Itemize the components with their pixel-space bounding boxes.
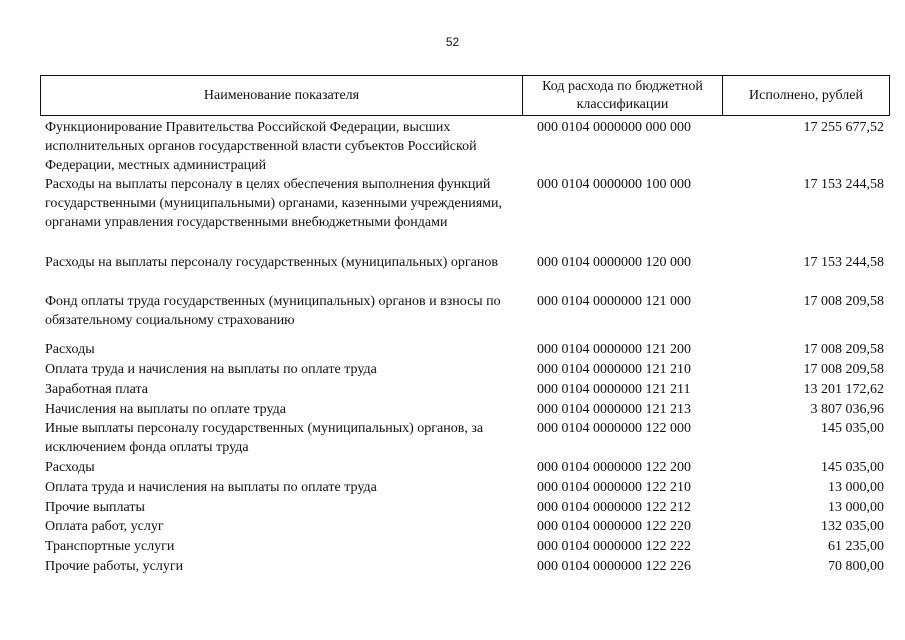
row-code: 000 0104 0000000 122 220 xyxy=(537,519,691,534)
row-code: 000 0104 0000000 121 211 xyxy=(537,382,691,397)
table-body xyxy=(40,118,890,577)
row-value: 132 035,00 xyxy=(821,519,884,534)
row-value: 17 008 209,58 xyxy=(803,362,884,377)
table-row xyxy=(40,118,890,175)
table-row xyxy=(40,292,890,340)
row-name: Прочие выплаты xyxy=(45,500,145,515)
table-row xyxy=(40,360,890,380)
row-value: 3 807 036,96 xyxy=(810,402,884,417)
table-row xyxy=(40,340,890,360)
row-code: 000 0104 0000000 121 213 xyxy=(537,402,691,417)
row-code: 000 0104 0000000 100 000 xyxy=(537,177,691,192)
row-name: Фонд оплаты труда государственных (муниципальных) органов и взносы по обязательному социальному страхованию xyxy=(45,294,501,328)
page-number: 52 xyxy=(445,35,460,49)
row-name: Функционирование Правительства Российской Федерации, высших исполнительных органов государственной власти субъектов Российской Федерации, местных администраций xyxy=(45,120,477,173)
row-value: 13 201 172,62 xyxy=(803,382,884,397)
table-row xyxy=(40,537,890,557)
row-name: Прочие работы, услуги xyxy=(45,559,184,574)
row-value: 17 153 244,58 xyxy=(803,255,884,270)
row-code: 000 0104 0000000 000 000 xyxy=(537,120,691,135)
table-row xyxy=(40,478,890,498)
header-name: Наименование показателя xyxy=(41,76,523,115)
row-name: Оплата труда и начисления на выплаты по оплате труда xyxy=(45,362,377,377)
row-name: Оплата труда и начисления на выплаты по оплате труда xyxy=(45,480,377,495)
row-name: Иные выплаты персоналу государственных (муниципальных) органов, за исключением фонда оплаты труда xyxy=(45,421,484,455)
row-code: 000 0104 0000000 121 200 xyxy=(537,342,691,357)
header-value: Исполнено, рублей xyxy=(749,87,863,103)
row-code: 000 0104 0000000 121 210 xyxy=(537,362,691,377)
row-value: 17 153 244,58 xyxy=(803,177,884,192)
row-value: 17 008 209,58 xyxy=(803,342,884,357)
row-name: Транспортные услуги xyxy=(45,539,175,554)
table-row xyxy=(40,175,890,253)
table-header xyxy=(40,75,890,116)
row-value: 61 235,00 xyxy=(828,539,884,554)
row-value: 13 000,00 xyxy=(828,480,884,495)
table-row xyxy=(40,557,890,577)
row-name: Расходы на выплаты персоналу в целях обеспечения выполнения функций государственными (муниципальными) органами, казенными учреждениями, органами управления государственными внебюджетными фондами xyxy=(45,177,502,230)
row-value: 145 035,00 xyxy=(821,421,884,436)
row-value: 13 000,00 xyxy=(828,500,884,515)
row-code: 000 0104 0000000 121 000 xyxy=(537,294,691,309)
row-code: 000 0104 0000000 122 226 xyxy=(537,559,691,574)
table-row xyxy=(40,400,890,419)
table-row xyxy=(40,517,890,537)
row-code: 000 0104 0000000 120 000 xyxy=(537,255,691,270)
row-name: Оплата работ, услуг xyxy=(45,519,164,534)
row-name: Начисления на выплаты по оплате труда xyxy=(45,402,286,417)
row-code: 000 0104 0000000 122 212 xyxy=(537,500,691,515)
row-value: 70 800,00 xyxy=(828,559,884,574)
row-code: 000 0104 0000000 122 000 xyxy=(537,421,691,436)
table-row xyxy=(40,253,890,292)
row-name: Расходы xyxy=(45,342,95,357)
row-name: Заработная плата xyxy=(45,382,148,397)
table-row xyxy=(40,498,890,517)
header-code: Код расхода по бюджетной классификации xyxy=(523,76,723,115)
row-code: 000 0104 0000000 122 200 xyxy=(537,460,691,475)
row-value: 17 008 209,58 xyxy=(803,294,884,309)
table-row xyxy=(40,419,890,458)
row-code: 000 0104 0000000 122 210 xyxy=(537,480,691,495)
row-code: 000 0104 0000000 122 222 xyxy=(537,539,691,554)
row-name: Расходы xyxy=(45,460,95,475)
table-row xyxy=(40,458,890,478)
row-name: Расходы на выплаты персоналу государственных (муниципальных) органов xyxy=(45,255,498,270)
row-value: 145 035,00 xyxy=(821,460,884,475)
row-value: 17 255 677,52 xyxy=(803,120,884,135)
table-row xyxy=(40,380,890,400)
